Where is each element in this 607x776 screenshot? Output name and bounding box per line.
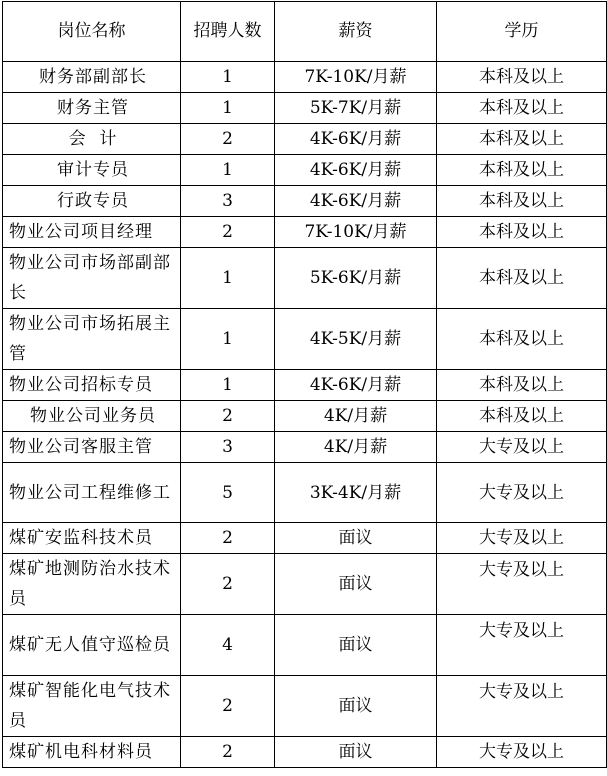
education-cell: 本科及以上	[437, 186, 607, 217]
position-cell: 煤矿机电科材料员	[3, 737, 181, 768]
salary-cell: 4K-6K/月薪	[275, 124, 437, 155]
salary-cell: 面议	[275, 523, 437, 554]
education-cell: 本科及以上	[437, 93, 607, 124]
salary-cell: 4K/月薪	[275, 401, 437, 432]
count-cell: 1	[181, 370, 275, 401]
count-cell: 1	[181, 62, 275, 93]
education-cell: 本科及以上	[437, 309, 607, 370]
count-cell: 4	[181, 615, 275, 676]
education-cell: 大专及以上	[437, 523, 607, 554]
position-cell: 物业公司业务员	[3, 401, 181, 432]
header-position: 岗位名称	[3, 2, 181, 62]
count-cell: 3	[181, 432, 275, 463]
position-cell: 行政专员	[3, 186, 181, 217]
salary-cell: 面议	[275, 554, 437, 615]
position-cell: 审计专员	[3, 155, 181, 186]
header-salary: 薪资	[275, 2, 437, 62]
count-cell: 2	[181, 737, 275, 768]
count-cell: 2	[181, 554, 275, 615]
table-row	[3, 370, 607, 401]
salary-cell: 4K-5K/月薪	[275, 309, 437, 370]
salary-cell: 3K-4K/月薪	[275, 463, 437, 523]
salary-cell: 4K-6K/月薪	[275, 370, 437, 401]
position-cell: 煤矿智能化电气技术员	[3, 676, 181, 737]
header-education: 学历	[437, 2, 607, 62]
recruitment-table	[2, 1, 607, 768]
table-row	[3, 186, 607, 217]
table-row	[3, 401, 607, 432]
position-cell: 煤矿安监科技术员	[3, 523, 181, 554]
position-cell: 物业公司项目经理	[3, 217, 181, 248]
count-cell: 1	[181, 309, 275, 370]
table-row	[3, 309, 607, 370]
position-cell: 财务主管	[3, 93, 181, 124]
salary-cell: 4K/月薪	[275, 432, 437, 463]
header-count: 招聘人数	[181, 2, 275, 62]
education-cell: 大专及以上	[437, 554, 607, 615]
table-row	[3, 737, 607, 768]
education-cell: 大专及以上	[437, 463, 607, 523]
table-row	[3, 523, 607, 554]
table-row	[3, 155, 607, 186]
count-cell: 1	[181, 248, 275, 309]
education-cell: 大专及以上	[437, 615, 607, 676]
salary-cell: 7K-10K/月薪	[275, 217, 437, 248]
count-cell: 2	[181, 217, 275, 248]
count-cell: 1	[181, 155, 275, 186]
count-cell: 2	[181, 124, 275, 155]
salary-cell: 面议	[275, 737, 437, 768]
table-row	[3, 463, 607, 523]
count-cell: 3	[181, 186, 275, 217]
salary-cell: 7K-10K/月薪	[275, 62, 437, 93]
position-cell: 财务部副部长	[3, 62, 181, 93]
position-cell: 物业公司客服主管	[3, 432, 181, 463]
education-cell: 本科及以上	[437, 62, 607, 93]
count-cell: 1	[181, 93, 275, 124]
table-row	[3, 217, 607, 248]
count-cell: 2	[181, 523, 275, 554]
salary-cell: 面议	[275, 676, 437, 737]
education-cell: 本科及以上	[437, 124, 607, 155]
education-cell: 大专及以上	[437, 737, 607, 768]
position-cell: 煤矿无人值守巡检员	[3, 615, 181, 676]
table-row	[3, 62, 607, 93]
salary-cell: 面议	[275, 615, 437, 676]
table-row	[3, 93, 607, 124]
table-row	[3, 676, 607, 737]
table-row	[3, 248, 607, 309]
position-cell: 物业公司工程维修工	[3, 463, 181, 523]
table-row	[3, 615, 607, 676]
salary-cell: 4K-6K/月薪	[275, 155, 437, 186]
position-cell: 物业公司市场部副部长	[3, 248, 181, 309]
count-cell: 2	[181, 401, 275, 432]
header-row	[3, 2, 607, 62]
education-cell: 本科及以上	[437, 217, 607, 248]
education-cell: 本科及以上	[437, 248, 607, 309]
position-cell: 物业公司招标专员	[3, 370, 181, 401]
salary-cell: 5K-7K/月薪	[275, 93, 437, 124]
position-cell: 煤矿地测防治水技术员	[3, 554, 181, 615]
education-cell: 本科及以上	[437, 155, 607, 186]
education-cell: 大专及以上	[437, 432, 607, 463]
count-cell: 5	[181, 463, 275, 523]
table-row	[3, 432, 607, 463]
position-cell: 物业公司市场拓展主管	[3, 309, 181, 370]
education-cell: 本科及以上	[437, 370, 607, 401]
salary-cell: 4K-6K/月薪	[275, 186, 437, 217]
position-cell: 会 计	[3, 124, 181, 155]
education-cell: 本科及以上	[437, 401, 607, 432]
education-cell: 大专及以上	[437, 676, 607, 737]
table-row	[3, 124, 607, 155]
salary-cell: 5K-6K/月薪	[275, 248, 437, 309]
count-cell: 2	[181, 676, 275, 737]
table-row	[3, 554, 607, 615]
